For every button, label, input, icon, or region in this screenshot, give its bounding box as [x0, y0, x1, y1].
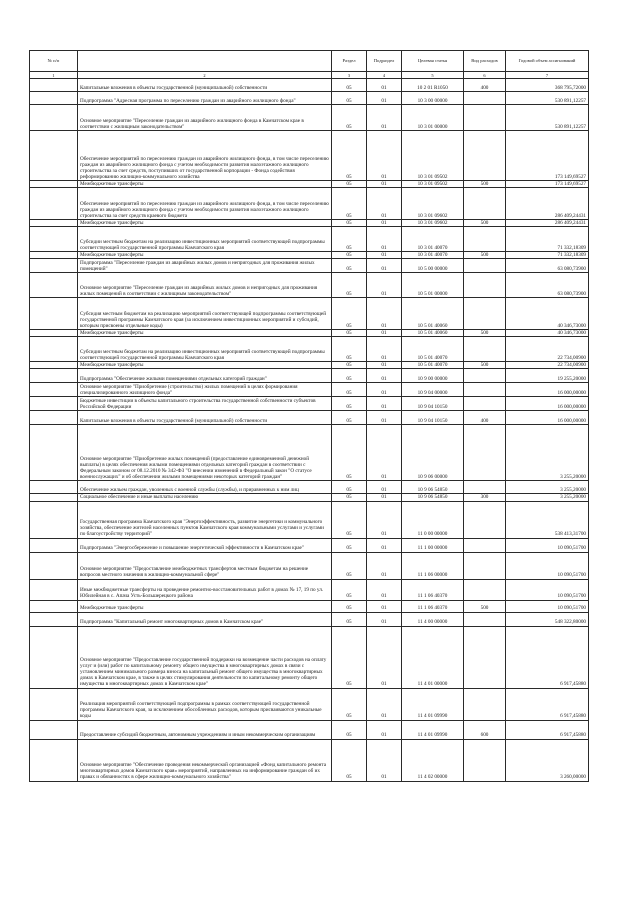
- cell-name: Обеспечение мероприятий по переселению граждан из аварийного жилищного фонда, в том числе переселению граждан из аварийного жилищного фонда с учетом необходимости развития малоэтажного жилищного строительства за счет средств, поступивших от государственной корпорации - Фонда содействия реформированию жилищно-коммунального хозяйства: [78, 131, 332, 181]
- table-row: [30, 337, 589, 362]
- cell-number: [30, 739, 78, 781]
- cell-expense-type: [464, 688, 506, 720]
- cell-expense-type: [464, 481, 506, 494]
- cell-target-article: 10 3 01 09602: [402, 188, 464, 220]
- cell-section: 05: [332, 411, 367, 425]
- cell-name: Подпрограмма "Энергосбережение и повышение энергетической эффективности в Камчатском крае": [78, 538, 332, 552]
- cell-subsection: 01: [367, 411, 402, 425]
- cell-subsection: 01: [367, 494, 402, 501]
- cell-subsection: 01: [367, 298, 402, 330]
- cell-expense-type: [464, 273, 506, 298]
- cell-target-article: 10 5 00 00000: [402, 259, 464, 273]
- cell-section: 05: [332, 626, 367, 688]
- budget-table: [29, 50, 589, 782]
- cell-number: [30, 105, 78, 131]
- cell-expense-type: 500: [464, 252, 506, 259]
- cell-expense-type: 500: [464, 330, 506, 337]
- cell-subsection: 01: [367, 552, 402, 579]
- cell-number: [30, 538, 78, 552]
- cell-number: [30, 600, 78, 612]
- table-row: [30, 79, 589, 92]
- cell-number: [30, 362, 78, 369]
- table-row: [30, 92, 589, 105]
- cell-amount: 63 080,73900: [506, 273, 589, 298]
- cell-expense-type: 400: [464, 79, 506, 92]
- table-row: [30, 425, 589, 481]
- cell-target-article: 10 3 01 40070: [402, 227, 464, 252]
- cell-section: 05: [332, 538, 367, 552]
- cell-target-article: 10 2 01 R1050: [402, 79, 464, 92]
- cell-expense-type: [464, 369, 506, 383]
- cell-name: Межбюджетные трансферты: [78, 600, 332, 612]
- cell-target-article: 11 4 01 09990: [402, 720, 464, 739]
- cell-target-article: 10 9 06 54850: [402, 494, 464, 501]
- cell-target-article: 10 3 01 09602: [402, 220, 464, 227]
- cell-subsection: 01: [367, 79, 402, 92]
- cell-section: 05: [332, 227, 367, 252]
- cell-expense-type: [464, 105, 506, 131]
- header-name: [78, 51, 332, 72]
- cell-name: Субсидии местным бюджетам на реализацию инвестиционных мероприятий соответствующей подпрограммы соответствующей государственной программы Камчатского края: [78, 227, 332, 252]
- cell-amount: 10 090,51700: [506, 552, 589, 579]
- cell-name: Межбюджетные трансферты: [78, 362, 332, 369]
- cell-section: 05: [332, 739, 367, 781]
- cell-number: [30, 369, 78, 383]
- cell-subsection: 01: [367, 337, 402, 362]
- cell-section: 05: [332, 259, 367, 273]
- cell-target-article: 11 1 06 00000: [402, 552, 464, 579]
- cell-number: [30, 552, 78, 579]
- table-row: [30, 397, 589, 411]
- cell-number: [30, 131, 78, 181]
- cell-amount: 16 000,00000: [506, 411, 589, 425]
- cell-section: 05: [332, 600, 367, 612]
- cell-section: 05: [332, 383, 367, 397]
- cell-amount: 40 346,73000: [506, 298, 589, 330]
- table-row: [30, 481, 589, 494]
- cell-section: 05: [332, 337, 367, 362]
- cell-section: 05: [332, 688, 367, 720]
- cell-expense-type: 300: [464, 494, 506, 501]
- cell-expense-type: [464, 383, 506, 397]
- cell-number: [30, 397, 78, 411]
- cell-section: 05: [332, 298, 367, 330]
- cell-amount: 538 413,31700: [506, 501, 589, 538]
- cell-amount: 19 255,20000: [506, 369, 589, 383]
- cell-number: [30, 383, 78, 397]
- cell-number: [30, 181, 78, 188]
- cell-number: [30, 411, 78, 425]
- cell-expense-type: [464, 579, 506, 600]
- cell-target-article: 10 5 01 40070: [402, 337, 464, 362]
- cell-subsection: 01: [367, 383, 402, 397]
- cell-expense-type: [464, 612, 506, 626]
- table-row: [30, 383, 589, 397]
- table-header-row: [30, 51, 589, 72]
- cell-amount: 548 322,80000: [506, 612, 589, 626]
- cell-target-article: 11 1 06 40370: [402, 600, 464, 612]
- cell-name: Государственная программа Камчатского края "Энергоэффективность, развитие энергетики и коммунального хозяйства, обеспечение жителей населенных пунктов Камчатского края коммунальными услугами и услугами по благоустройству территорий": [78, 501, 332, 538]
- table-row: [30, 369, 589, 383]
- cell-section: 05: [332, 501, 367, 538]
- cell-section: 05: [332, 330, 367, 337]
- cell-subsection: 01: [367, 362, 402, 369]
- cell-target-article: 10 3 01 40070: [402, 252, 464, 259]
- cell-amount: 6 917,45880: [506, 720, 589, 739]
- cell-subsection: 01: [367, 626, 402, 688]
- cell-number: [30, 79, 78, 92]
- column-number: 3: [332, 72, 367, 79]
- cell-number: [30, 252, 78, 259]
- table-row: [30, 612, 589, 626]
- cell-target-article: 10 3 01 00000: [402, 105, 464, 131]
- cell-number: [30, 494, 78, 501]
- header-annual-amount: Годовой объем ассигнований: [506, 51, 589, 72]
- cell-amount: 63 080,73900: [506, 259, 589, 273]
- cell-number: [30, 612, 78, 626]
- cell-name: Основное мероприятие "Приобретение жилых помещений (предоставление единовременной денежной выплаты) в целях обеспечения жилыми помещениями отдельных категорий граждан в соответствии с Федеральным законом от 08.12.2010 № 342-ФЗ "О внесении изменений в Федеральный закон "О статусе военнослужащих" и об обеспечении жилыми помещениями некоторых категорий граждан": [78, 425, 332, 481]
- cell-subsection: 01: [367, 600, 402, 612]
- table-row: [30, 259, 589, 273]
- cell-expense-type: 600: [464, 720, 506, 739]
- cell-subsection: 01: [367, 481, 402, 494]
- cell-section: 05: [332, 220, 367, 227]
- cell-name: Основное мероприятие "Предоставление государственной поддержки на возмещение части расходов на оплату услуг и (или) работ по капитальному ремонту общего имущества в многоквартирных домах в связи с установлением минимального размера взноса на капитальный ремонт общего имущества в многоквартирных домах в Камчатском крае, в также в целях стимулирования деятельности по капитальному ремонту общего имущества в многоквартирных домах в Камчатском крае": [78, 626, 332, 688]
- cell-expense-type: [464, 397, 506, 411]
- cell-target-article: 10 9 04 10150: [402, 411, 464, 425]
- cell-subsection: 01: [367, 397, 402, 411]
- cell-target-article: 10 9 04 00000: [402, 383, 464, 397]
- cell-amount: 3 260,00000: [506, 739, 589, 781]
- cell-name: Бюджетные инвестиции в объекты капитального строительства государственной собственности субъектов Российской Федерации: [78, 397, 332, 411]
- cell-number: [30, 227, 78, 252]
- table-row: [30, 501, 589, 538]
- cell-expense-type: [464, 131, 506, 181]
- cell-expense-type: [464, 425, 506, 481]
- cell-target-article: 11 4 02 00000: [402, 739, 464, 781]
- table-row: [30, 720, 589, 739]
- cell-section: 05: [332, 397, 367, 411]
- cell-target-article: 10 9 04 10150: [402, 397, 464, 411]
- cell-target-article: 10 5 01 00000: [402, 273, 464, 298]
- cell-amount: 530 891,12257: [506, 105, 589, 131]
- cell-target-article: 10 3 00 00000: [402, 92, 464, 105]
- cell-amount: 3 255,20000: [506, 425, 589, 481]
- table-row: [30, 552, 589, 579]
- cell-number: [30, 259, 78, 273]
- cell-number: [30, 501, 78, 538]
- cell-amount: 22 734,00900: [506, 337, 589, 362]
- cell-name: Обеспечение мероприятий по переселению граждан из аварийного жилищного фонда, в том числе переселению граждан из аварийного жилищного фонда с учетом необходимости развития малоэтажного жилищного строительства за счет средств краевого бюджета: [78, 188, 332, 220]
- cell-target-article: 11 4 00 00000: [402, 612, 464, 626]
- cell-name: Обеспечение жильем граждан, уволенных с военной службы (службы), и приравненных к ним лиц: [78, 481, 332, 494]
- cell-number: [30, 273, 78, 298]
- table-row: [30, 252, 589, 259]
- cell-target-article: 10 5 01 40070: [402, 362, 464, 369]
- column-number: 2: [78, 72, 332, 79]
- cell-expense-type: 500: [464, 600, 506, 612]
- table-row: [30, 220, 589, 227]
- cell-target-article: 10 9 00 00000: [402, 369, 464, 383]
- column-number: 6: [464, 72, 506, 79]
- cell-number: [30, 337, 78, 362]
- cell-name: Межбюджетные трансферты: [78, 330, 332, 337]
- cell-amount: 40 346,73000: [506, 330, 589, 337]
- cell-amount: 6 917,45880: [506, 626, 589, 688]
- cell-number: [30, 92, 78, 105]
- cell-name: Межбюджетные трансферты: [78, 220, 332, 227]
- table-row: [30, 538, 589, 552]
- cell-section: 05: [332, 425, 367, 481]
- cell-expense-type: [464, 227, 506, 252]
- header-subsection: Подраздел: [367, 51, 402, 72]
- cell-subsection: 01: [367, 688, 402, 720]
- cell-amount: 10 090,51700: [506, 538, 589, 552]
- cell-name: Субсидия местным бюджетам на реализацию мероприятий соответствующей подпрограммы соответствующей государственной программы Камчатского края (за исключением инвестиционных мероприятий и субсидий, которым присвоены отдельные коды): [78, 298, 332, 330]
- table-row: [30, 494, 589, 501]
- table-row: [30, 181, 589, 188]
- cell-name: Подпрограмма "Капитальный ремонт многоквартирных домов в Камчатском крае": [78, 612, 332, 626]
- table-row: [30, 273, 589, 298]
- cell-section: 05: [332, 92, 367, 105]
- table-row: [30, 330, 589, 337]
- cell-section: 05: [332, 612, 367, 626]
- cell-target-article: 10 3 01 09502: [402, 181, 464, 188]
- cell-target-article: 10 9 06 54850: [402, 481, 464, 494]
- cell-target-article: 11 1 00 00000: [402, 538, 464, 552]
- cell-number: [30, 579, 78, 600]
- cell-name: Основное мероприятие "Обеспечение проведения некоммерческой организацией «Фонд капитального ремонта многоквартирных домов Камчатского края» мероприятий, направленных на информирование граждан об их правах и обязанностях в сфере жилищно-коммунального хозяйства": [78, 739, 332, 781]
- cell-target-article: 11 1 06 40370: [402, 579, 464, 600]
- cell-expense-type: 500: [464, 362, 506, 369]
- cell-subsection: 01: [367, 105, 402, 131]
- cell-expense-type: [464, 298, 506, 330]
- cell-section: 05: [332, 579, 367, 600]
- cell-name: Основное мероприятие "Переселение граждан из аварийных жилых домов и непригодных для проживания жилых помещений в соответствии с жилищным законодательством": [78, 273, 332, 298]
- cell-name: Основное мероприятие "Приобретение (строительство) жилых помещений в целях формирования специализированного жилищного фонда": [78, 383, 332, 397]
- cell-amount: 71 332,18309: [506, 227, 589, 252]
- cell-subsection: 01: [367, 92, 402, 105]
- header-expense-type: Вид расходов: [464, 51, 506, 72]
- cell-expense-type: [464, 626, 506, 688]
- cell-name: Межбюджетные трансферты: [78, 252, 332, 259]
- column-number: 7: [506, 72, 589, 79]
- cell-expense-type: [464, 739, 506, 781]
- cell-expense-type: 500: [464, 220, 506, 227]
- cell-section: 05: [332, 79, 367, 92]
- cell-number: [30, 330, 78, 337]
- table-row: [30, 188, 589, 220]
- cell-name: Основное мероприятие "Переселение граждан из аварийного жилищного фонда в Камчатском крае в соответствии с жилищным законодательством": [78, 105, 332, 131]
- cell-section: 05: [332, 105, 367, 131]
- cell-amount: 3 255,20000: [506, 481, 589, 494]
- table-row: [30, 411, 589, 425]
- cell-subsection: 01: [367, 369, 402, 383]
- table-row: [30, 739, 589, 781]
- cell-subsection: 01: [367, 501, 402, 538]
- cell-subsection: 01: [367, 181, 402, 188]
- cell-subsection: 01: [367, 538, 402, 552]
- cell-number: [30, 298, 78, 330]
- cell-name: Предоставление субсидий бюджетным, автономным учреждениям и иным некоммерческим организациям: [78, 720, 332, 739]
- column-number-row: [30, 72, 589, 79]
- table-row: [30, 298, 589, 330]
- cell-amount: 368 795,72000: [506, 79, 589, 92]
- cell-target-article: 10 5 01 40060: [402, 298, 464, 330]
- cell-name: Реализация мероприятий соответствующей подпрограммы в рамках соответствующей государственной программы Камчатского края, за исключением обособленных расходов, которым присваиваются уникальные коды: [78, 688, 332, 720]
- cell-section: 05: [332, 720, 367, 739]
- cell-amount: 16 000,00000: [506, 383, 589, 397]
- column-number: 1: [30, 72, 78, 79]
- cell-section: 05: [332, 552, 367, 579]
- cell-target-article: 11 4 01 09990: [402, 688, 464, 720]
- cell-subsection: 01: [367, 131, 402, 181]
- cell-number: [30, 688, 78, 720]
- cell-name: Иные межбюджетные трансферты на проведение ремонтно-восстановительных работ в домах № 17, 19 по ул. Юбилейная в с. Апача Усть-Большерецкого района: [78, 579, 332, 600]
- cell-subsection: 01: [367, 720, 402, 739]
- cell-section: 05: [332, 494, 367, 501]
- cell-amount: 6 917,45880: [506, 688, 589, 720]
- cell-number: [30, 188, 78, 220]
- cell-section: 05: [332, 273, 367, 298]
- cell-section: 05: [332, 369, 367, 383]
- cell-subsection: 01: [367, 612, 402, 626]
- header-target-article: Целевая статья: [402, 51, 464, 72]
- cell-subsection: 01: [367, 188, 402, 220]
- cell-expense-type: [464, 92, 506, 105]
- table-row: [30, 579, 589, 600]
- cell-name: Подпрограмма "Адресная программа по переселению граждан из аварийного жилищного фонда": [78, 92, 332, 105]
- cell-section: 05: [332, 188, 367, 220]
- table-body: [30, 79, 589, 782]
- cell-subsection: 01: [367, 330, 402, 337]
- cell-amount: 71 332,18309: [506, 252, 589, 259]
- cell-name: Основное мероприятие "Предоставление межбюджетных трансфертов местным бюджетам на решение вопросов местного значения в жилищно-коммунальной сфере": [78, 552, 332, 579]
- cell-expense-type: [464, 538, 506, 552]
- cell-amount: 173 149,69527: [506, 131, 589, 181]
- cell-name: Подпрограмма "Переселение граждан из аварийных жилых домов и непригодных для проживания жилых помещений": [78, 259, 332, 273]
- cell-target-article: 10 3 01 09502: [402, 131, 464, 181]
- cell-target-article: 10 9 06 00000: [402, 425, 464, 481]
- column-number: 4: [367, 72, 402, 79]
- table-row: [30, 600, 589, 612]
- cell-section: 05: [332, 131, 367, 181]
- table-row: [30, 688, 589, 720]
- cell-amount: 286 409,24431: [506, 188, 589, 220]
- budget-sheet: [29, 50, 588, 782]
- table-row: [30, 626, 589, 688]
- cell-amount: 10 090,51700: [506, 600, 589, 612]
- cell-amount: 10 090,51700: [506, 579, 589, 600]
- cell-number: [30, 425, 78, 481]
- cell-amount: 22 734,00900: [506, 362, 589, 369]
- cell-target-article: 10 5 01 40060: [402, 330, 464, 337]
- cell-number: [30, 220, 78, 227]
- cell-name: Капитальные вложения в объекты государственной (муниципальной) собственности: [78, 79, 332, 92]
- cell-expense-type: 400: [464, 411, 506, 425]
- table-row: [30, 227, 589, 252]
- cell-name: Межбюджетные трансферты: [78, 181, 332, 188]
- cell-subsection: 01: [367, 259, 402, 273]
- cell-section: 05: [332, 362, 367, 369]
- cell-subsection: 01: [367, 252, 402, 259]
- cell-name: Подпрограмма "Обеспечение жилыми помещениями отдельных категорий граждан": [78, 369, 332, 383]
- cell-subsection: 01: [367, 425, 402, 481]
- cell-expense-type: [464, 259, 506, 273]
- cell-amount: 173 149,69527: [506, 181, 589, 188]
- cell-subsection: 01: [367, 220, 402, 227]
- cell-subsection: 01: [367, 739, 402, 781]
- cell-target-article: 11 4 01 00000: [402, 626, 464, 688]
- column-number: 5: [402, 72, 464, 79]
- table-row: [30, 131, 589, 181]
- cell-name: Капитальные вложения в объекты государственной (муниципальной) собственности: [78, 411, 332, 425]
- cell-number: [30, 481, 78, 494]
- cell-expense-type: [464, 188, 506, 220]
- cell-section: 05: [332, 252, 367, 259]
- cell-expense-type: [464, 552, 506, 579]
- cell-section: 05: [332, 481, 367, 494]
- cell-subsection: 01: [367, 227, 402, 252]
- cell-number: [30, 720, 78, 739]
- cell-target-article: 11 0 00 00000: [402, 501, 464, 538]
- cell-name: Субсидии местным бюджетам на реализацию инвестиционных мероприятий соответствующей подпрограммы соответствующей государственной программы Камчатского края: [78, 337, 332, 362]
- cell-expense-type: 500: [464, 181, 506, 188]
- table-row: [30, 362, 589, 369]
- header-section: Раздел: [332, 51, 367, 72]
- cell-number: [30, 626, 78, 688]
- cell-expense-type: [464, 501, 506, 538]
- header-number: № п/п: [30, 51, 78, 72]
- cell-name: Социальное обеспечение и иные выплаты населению: [78, 494, 332, 501]
- cell-subsection: 01: [367, 273, 402, 298]
- cell-amount: 3 255,20000: [506, 494, 589, 501]
- table-row: [30, 105, 589, 131]
- cell-subsection: 01: [367, 579, 402, 600]
- cell-section: 05: [332, 181, 367, 188]
- cell-amount: 286 409,24431: [506, 220, 589, 227]
- cell-amount: 530 891,12257: [506, 92, 589, 105]
- cell-amount: 16 000,00000: [506, 397, 589, 411]
- cell-expense-type: [464, 337, 506, 362]
